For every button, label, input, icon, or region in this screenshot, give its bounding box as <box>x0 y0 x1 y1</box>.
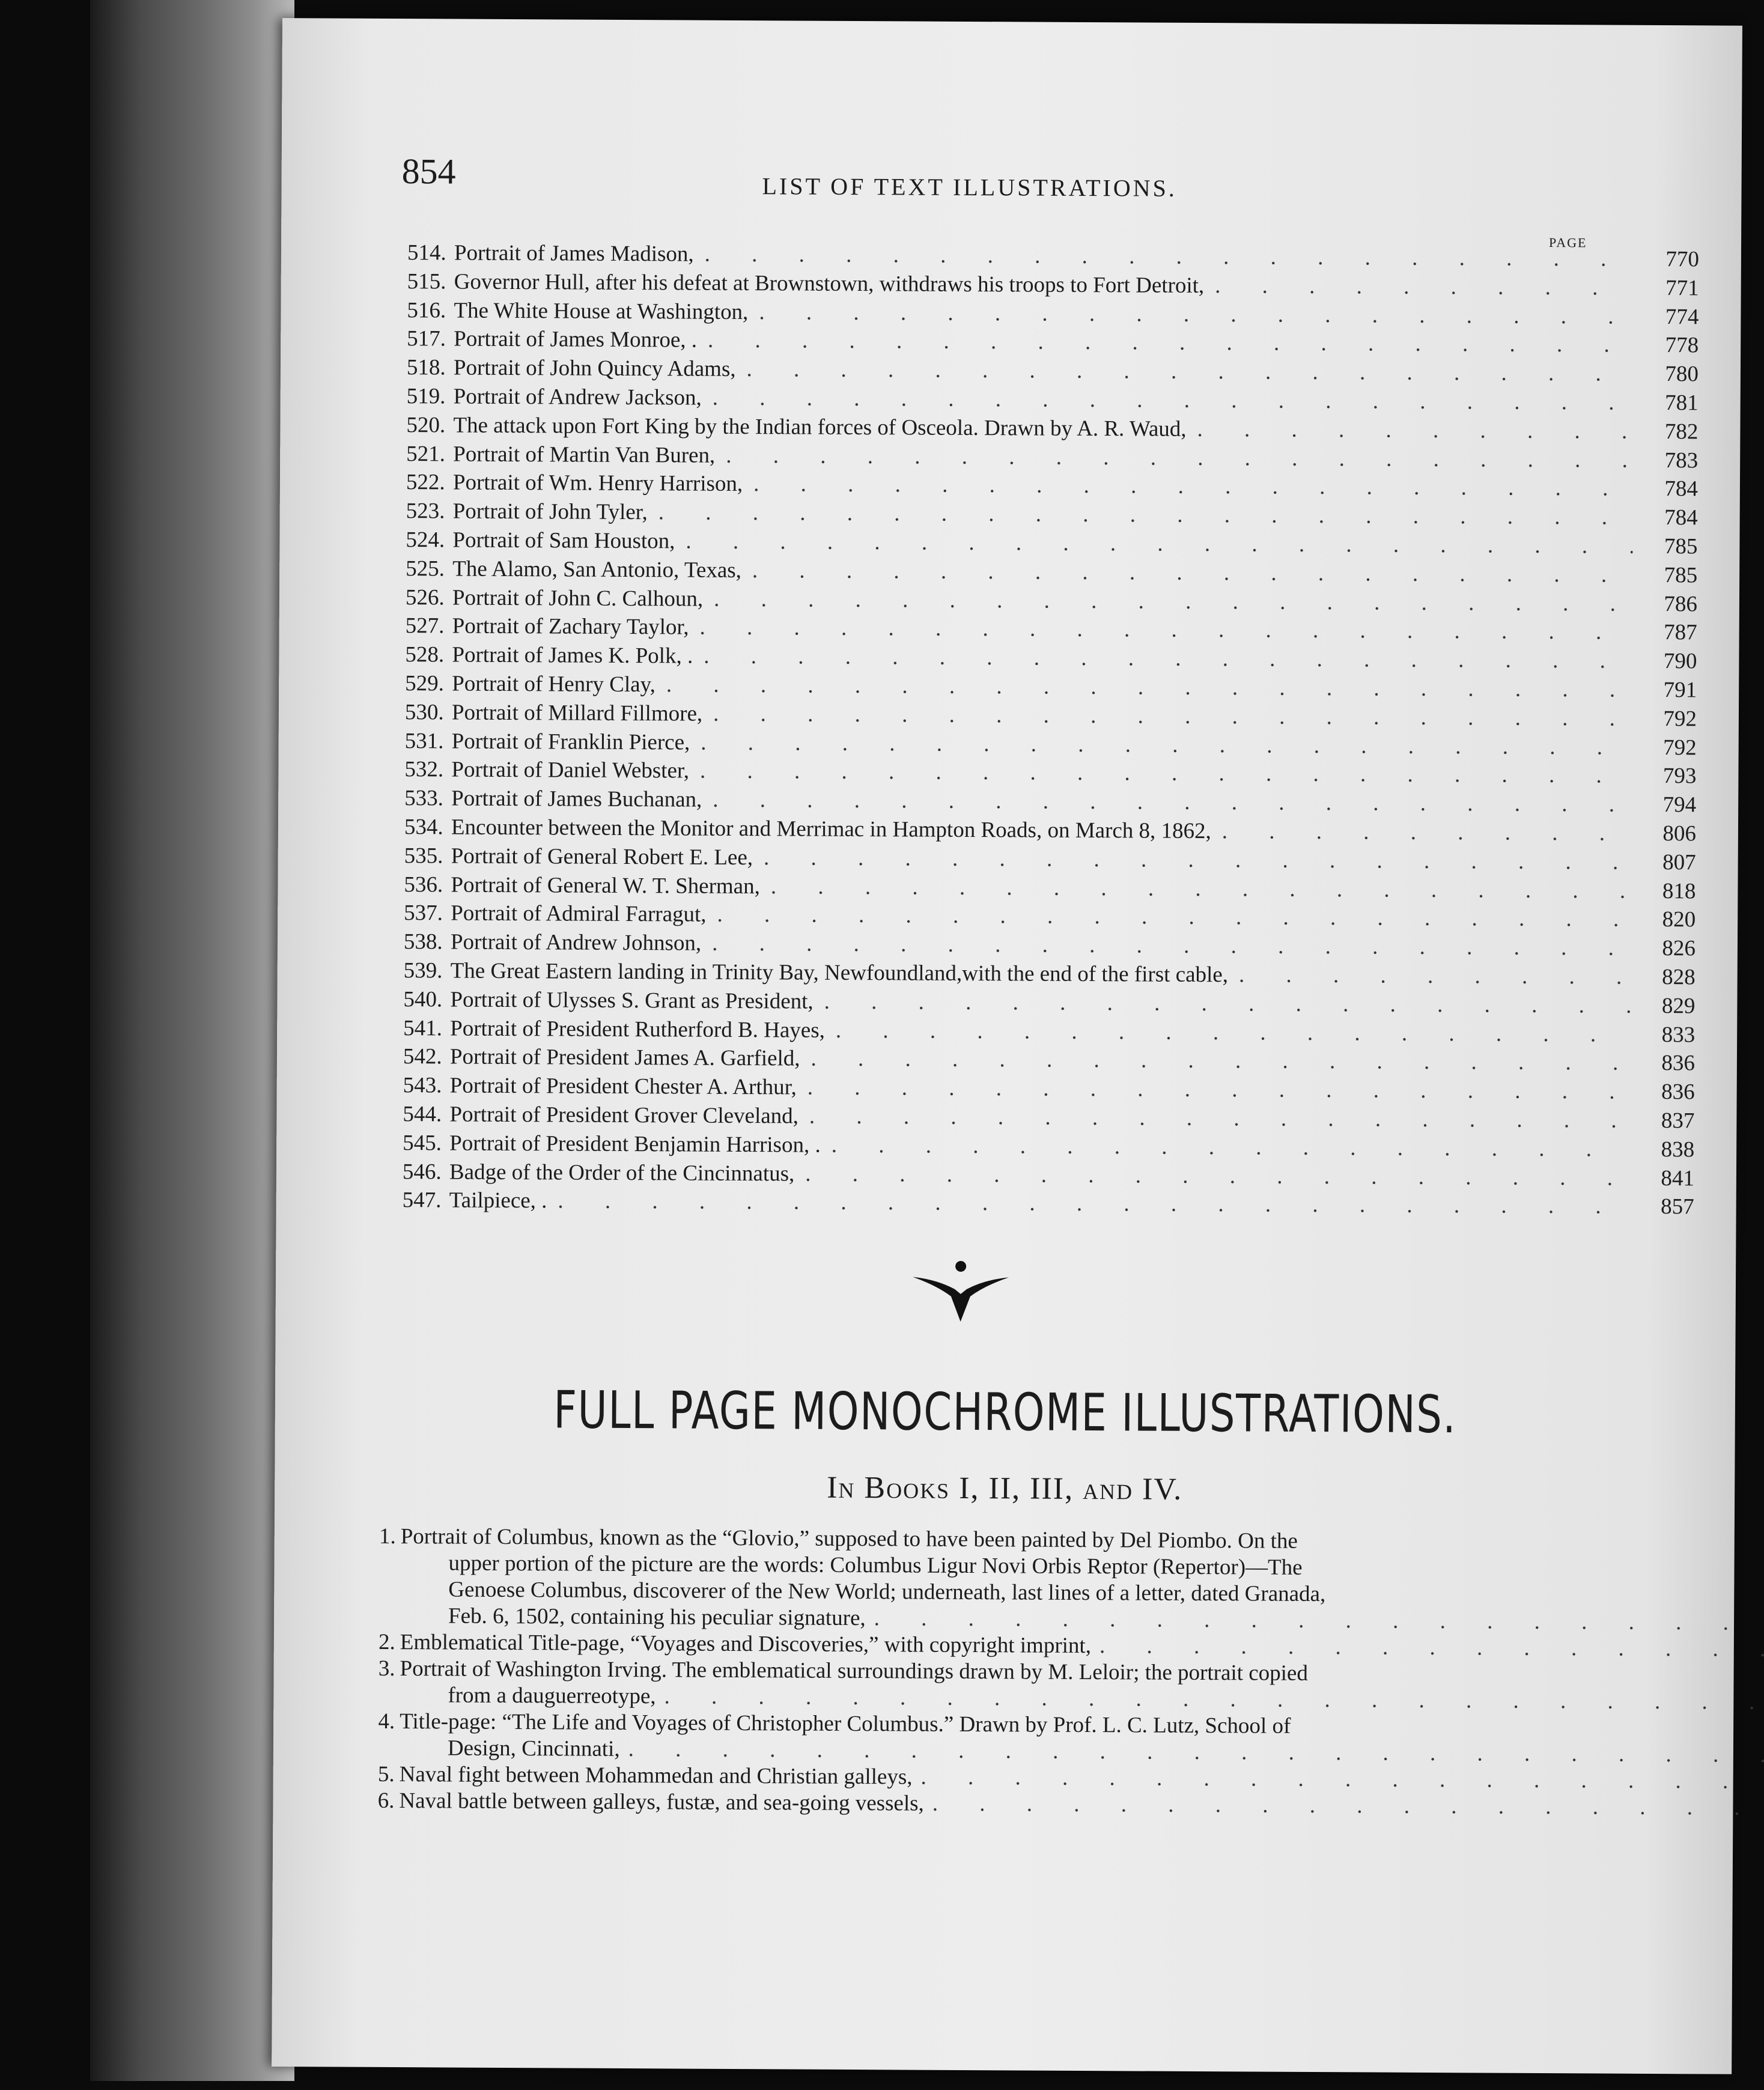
entry-title: The attack upon Fort King by the Indian forces of Osceola. Drawn by A. R. Waud, <box>453 413 1187 442</box>
dot-leader <box>764 845 1631 875</box>
entry-number: 530. <box>404 699 444 725</box>
entry-number: 520. <box>406 412 446 438</box>
entry-page: 807 <box>1662 849 1696 875</box>
dot-leader <box>713 787 1631 818</box>
entry-text-line: Emblematical Title-page, “Voyages and Discoveries,” with copyright imprint, <box>400 1630 1092 1659</box>
entry-title: The Alamo, San Antonio, Texas, <box>452 556 742 583</box>
dot-leader <box>752 557 1632 588</box>
entry-page: 828 <box>1662 964 1696 990</box>
entry-page: 782 <box>1664 419 1699 445</box>
dot-leader <box>809 1104 1630 1134</box>
entry-page: 784 <box>1664 505 1698 530</box>
entry-title: Portrait of Zachary Taylor, <box>452 613 689 640</box>
entry-page: 833 <box>1661 1022 1696 1047</box>
entry-title: Portrait of Henry Clay, <box>452 671 656 697</box>
entry-number: 532. <box>404 757 444 782</box>
entry-number: 3. <box>378 1656 395 1681</box>
entry-number: 534. <box>404 815 443 840</box>
entry-number: 526. <box>405 585 445 610</box>
entry-page: 774 <box>1665 304 1699 329</box>
entry-number: 527. <box>405 613 445 639</box>
entry-number: 546. <box>402 1159 442 1184</box>
dot-leader <box>658 499 1633 530</box>
page-number: 854 <box>401 151 456 192</box>
dot-leader <box>708 327 1634 358</box>
entry-title: The Great Eastern landing in Trinity Bay, Newfoundland,with the end of the first cable, <box>450 958 1229 988</box>
entry-page: 784 <box>1664 476 1699 502</box>
section-heading: FULL PAGE MONOCHROME ILLUSTRATIONS. <box>553 1380 1457 1445</box>
entry-title: Portrait of John C. Calhoun, <box>452 585 704 612</box>
entry-title: Portrait of James Madison, <box>454 240 694 267</box>
entry-number: 2. <box>378 1629 395 1655</box>
entry-number: 540. <box>403 986 443 1012</box>
entry-title: Badge of the Order of the Cincinnatus, <box>449 1159 795 1186</box>
dot-leader <box>714 586 1632 616</box>
entry-page: 818 <box>1662 878 1696 904</box>
entry-number: 545. <box>403 1130 442 1156</box>
entry-page: 781 <box>1665 390 1699 416</box>
entry-page: 794 <box>1662 792 1697 818</box>
entry-title: Portrait of Ulysses S. Grant as President, <box>450 987 814 1014</box>
monochrome-illustrations-list <box>363 1523 1717 1821</box>
entry-page: 793 <box>1662 764 1697 789</box>
monochrome-entry <box>363 1656 1715 1716</box>
dot-leader <box>704 643 1632 674</box>
dot-leader <box>746 356 1634 387</box>
dot-leader <box>932 1791 1764 1836</box>
dot-leader <box>807 1075 1630 1105</box>
entry-number: 536. <box>404 872 443 897</box>
entry-number: 524. <box>406 527 445 553</box>
entry-number: 539. <box>403 958 443 983</box>
entry-number: 547. <box>402 1188 442 1213</box>
entry-text-line: Naval fight between Mohammedan and Christian galleys, <box>399 1762 913 1790</box>
dot-leader <box>705 242 1634 272</box>
entry-page: 787 <box>1664 620 1697 645</box>
dot-leader <box>811 1046 1630 1076</box>
dot-leader <box>712 931 1631 961</box>
monochrome-entry <box>363 1709 1715 1769</box>
entry-page: 836 <box>1661 1051 1696 1076</box>
entry-title: Portrait of James K. Polk, . <box>452 642 693 669</box>
entry-page: 820 <box>1662 907 1696 932</box>
entry-page: 785 <box>1664 534 1698 559</box>
dot-leader <box>699 615 1632 645</box>
entry-number: 542. <box>403 1044 442 1069</box>
dot-leader <box>717 902 1631 932</box>
dot-leader <box>686 528 1632 559</box>
entry-title: Portrait of Sam Houston, <box>452 527 675 554</box>
entry-title: Portrait of President Rutherford B. Hayes, <box>450 1016 826 1043</box>
entry-title: Portrait of James Monroe, . <box>454 326 698 353</box>
entry-text-line: Feb. 6, 1502, containing his peculiar signature, <box>448 1603 866 1631</box>
monochrome-entry <box>364 1523 1717 1636</box>
entry-title: Portrait of Martin Van Buren, <box>453 442 716 468</box>
illustration-entry <box>403 1187 1694 1223</box>
entry-title: Portrait of Andrew Jackson, <box>453 384 702 410</box>
dot-leader <box>558 1188 1629 1220</box>
entry-title: Portrait of Franklin Pierce, <box>451 729 690 755</box>
entry-page: 783 <box>1664 448 1699 473</box>
dot-leader <box>700 758 1632 789</box>
entry-page: 836 <box>1661 1080 1695 1105</box>
dot-leader <box>753 471 1633 502</box>
entry-page: 837 <box>1661 1108 1695 1134</box>
entry-number: 514. <box>407 240 446 266</box>
entry-title: Portrait of Admiral Farragut, <box>451 901 707 928</box>
entry-title: Portrait of Daniel Webster, <box>451 757 690 783</box>
entry-title: Portrait of John Quincy Adams, <box>453 355 736 382</box>
dot-leader <box>1239 962 1631 989</box>
entry-number: 6. <box>377 1788 395 1814</box>
dot-leader <box>805 1161 1629 1191</box>
text-illustrations-list <box>403 240 1699 1223</box>
dot-leader <box>1222 818 1631 846</box>
entry-page: 792 <box>1663 735 1697 760</box>
entry-page: 790 <box>1663 649 1697 674</box>
entry-page: 841 <box>1661 1165 1695 1191</box>
dot-leader <box>759 299 1634 330</box>
entry-text-line: Portrait of Columbus, known as the “Glovio,” supposed to have been painted by Del Piombo. On the <box>400 1524 1298 1554</box>
entry-number: 544. <box>403 1101 442 1127</box>
entry-title: Portrait of President Chester A. Arthur, <box>449 1073 797 1100</box>
entry-page: 806 <box>1662 821 1697 846</box>
dot-leader <box>666 672 1632 702</box>
entry-number: 518. <box>406 355 446 380</box>
entry-title: Portrait of President Grover Cleveland, <box>449 1102 799 1129</box>
entry-title: Encounter between the Monitor and Merrimac in Hampton Roads, on March 8, 1862, <box>451 815 1211 844</box>
entry-page: 785 <box>1664 562 1698 588</box>
entry-number: 535. <box>404 843 443 869</box>
entry-text-line: from a dauguerreotype, <box>448 1683 656 1709</box>
entry-title: Portrait of John Tyler, <box>452 499 648 525</box>
entry-page: 780 <box>1665 362 1699 387</box>
entry-title: Portrait of General W. T. Sherman, <box>451 872 761 899</box>
entry-page: 786 <box>1664 591 1698 616</box>
book-spine-edge <box>90 0 294 2081</box>
entry-title: Portrait of Andrew Johnson, <box>450 929 702 956</box>
running-head: LIST OF TEXT ILLUSTRATIONS. <box>762 172 1177 202</box>
section-subheading: In Books I, II, III, and IV. <box>827 1470 1183 1507</box>
entry-number: 531. <box>404 728 444 753</box>
entry-text-line: Title-page: “The Life and Voyages of Christopher Columbus.” Drawn by Prof. L. C. Lutz, School of <box>400 1709 1291 1739</box>
entry-title: Portrait of Millard Fillmore, <box>451 700 703 726</box>
entry-number: 515. <box>407 269 446 294</box>
entry-page: 771 <box>1665 275 1699 301</box>
entry-title: Portrait of President James A. Garfield, <box>449 1044 800 1071</box>
entry-page: 857 <box>1661 1194 1694 1220</box>
entry-page: 792 <box>1663 706 1697 732</box>
entry-number: 521. <box>406 441 446 467</box>
dot-leader <box>1215 273 1634 301</box>
entry-number: 1. <box>379 1523 396 1549</box>
entry-number: 516. <box>407 297 446 323</box>
entry-page: 778 <box>1665 333 1699 358</box>
entry-number: 528. <box>405 642 445 667</box>
entry-number: 4. <box>378 1709 395 1734</box>
entry-page: 770 <box>1665 247 1700 272</box>
entry-text-line: Naval battle between galleys, fustæ, and sea-going vessels, <box>399 1788 924 1816</box>
entry-number: 525. <box>406 556 445 582</box>
entry-text-line: Genoese Columbus, discoverer of the New World; underneath, last lines of a letter, dated Granada, <box>448 1577 1326 1607</box>
entry-title: Portrait of President Benjamin Harrison, . <box>449 1131 821 1158</box>
entry-number: 529. <box>405 671 445 696</box>
book-page <box>272 18 1742 2074</box>
entry-text-line: Design, Cincinnati, <box>447 1736 620 1761</box>
entry-title: Portrait of James Buchanan, <box>451 786 702 812</box>
dot-leader <box>713 385 1634 416</box>
entry-page: 826 <box>1662 936 1696 961</box>
dot-leader <box>726 442 1633 473</box>
dot-leader <box>832 1132 1630 1162</box>
dot-leader <box>824 988 1631 1018</box>
entry-page: 791 <box>1663 678 1697 703</box>
entry-text-line: upper portion of the picture are the words: Columbus Ligur Novi Orbis Reptor (Repertor)—The <box>448 1551 1303 1580</box>
dot-leader <box>836 1017 1630 1047</box>
entry-page: 838 <box>1661 1137 1695 1162</box>
entry-number: 541. <box>403 1015 443 1040</box>
fleuron-ornament-icon <box>913 1259 1009 1326</box>
entry-number: 537. <box>404 901 443 926</box>
entry-title: Tailpiece, . <box>449 1188 547 1214</box>
dot-leader <box>713 701 1632 732</box>
dot-leader <box>701 729 1632 760</box>
entry-title: The White House at Washington, <box>454 298 749 324</box>
entry-number: 533. <box>404 786 444 811</box>
entry-number: 517. <box>407 326 446 351</box>
entry-title: Portrait of General Robert E. Lee, <box>451 843 753 870</box>
entry-number: 5. <box>377 1761 395 1787</box>
entry-number: 519. <box>406 384 446 409</box>
entry-number: 543. <box>403 1073 442 1098</box>
entry-page: 829 <box>1661 993 1696 1019</box>
page-column-label: PAGE <box>1549 235 1587 251</box>
entry-text-line: Portrait of Washington Irving. The emblematical surroundings drawn by M. Leloir; the portrait copied <box>400 1656 1308 1686</box>
entry-title: Portrait of Wm. Henry Harrison, <box>452 470 743 497</box>
entry-title: Governor Hull, after his defeat at Brownstown, withdraws his troops to Fort Detroit, <box>454 269 1205 298</box>
entry-number: 523. <box>406 499 445 524</box>
dot-leader <box>1197 416 1633 445</box>
entry-number: 538. <box>403 929 443 955</box>
dot-leader <box>771 873 1631 904</box>
entry-number: 522. <box>406 470 445 495</box>
